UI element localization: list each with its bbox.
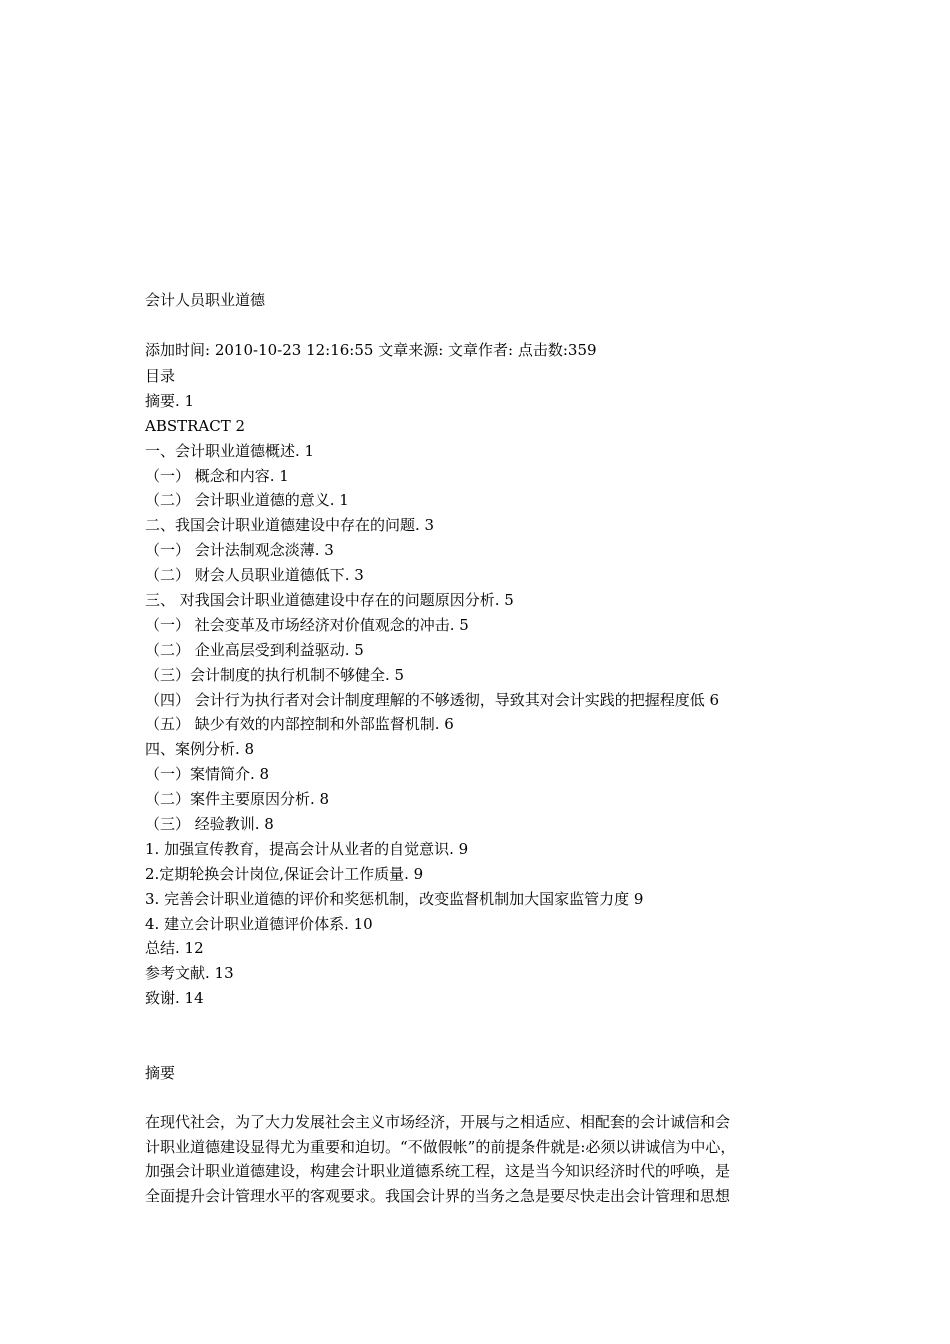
- toc-item: （一） 社会变革及市场经济对价值观念的冲击. 5: [145, 615, 469, 634]
- toc-item: 四、案例分析. 8: [145, 740, 255, 759]
- paragraph-line: 在现代社会，为了大力发展社会主义市场经济，开展与之相适应、相配套的会计诚信和会: [145, 1113, 731, 1131]
- toc-item: （二）案件主要原因分析. 8: [145, 790, 330, 809]
- toc-item: （一） 会计法制观念淡薄. 3: [145, 541, 334, 560]
- toc-item: 摘要. 1: [145, 391, 195, 410]
- paragraph-line: 加强会计职业道德建设，构建会计职业道德系统工程，这是当今知识经济时代的呼唤，是: [145, 1162, 731, 1181]
- toc-heading: 目录: [145, 367, 176, 385]
- document-title: 会计人员职业道德: [145, 291, 266, 309]
- toc-item: （一）案情简介. 8: [145, 765, 270, 784]
- toc-item: 参考文献. 13: [145, 964, 234, 983]
- toc-item: （一） 概念和内容. 1: [145, 466, 289, 485]
- toc-item: 3. 完善会计职业道德的评价和奖惩机制，改变监督机制加大国家监管力度 9: [145, 889, 644, 908]
- toc-item: （三） 经验教训. 8: [145, 815, 274, 834]
- paragraph-line: 计职业道德建设显得尤为重要和迫切。“不做假帐”的前提条件就是:必须以讲诚信为中心，: [145, 1137, 736, 1156]
- toc-item: （四） 会计行为执行者对会计制度理解的不够透彻，导致其对会计实践的把握程度低 6: [145, 690, 720, 709]
- toc-item: 总结. 12: [145, 939, 204, 958]
- toc-item: 三、 对我国会计职业道德建设中存在的问题原因分析. 5: [145, 591, 514, 610]
- toc-item: （二） 财会人员职业道德低下. 3: [145, 566, 364, 585]
- toc-item: （二） 企业高层受到利益驱动. 5: [145, 640, 364, 659]
- toc-item: （二） 会计职业道德的意义. 1: [145, 491, 349, 510]
- toc-item: 2.定期轮换会计岗位,保证会计工作质量. 9: [145, 864, 424, 883]
- table-of-contents: [145, 364, 719, 1011]
- toc-item: （三）会计制度的执行机制不够健全. 5: [145, 665, 405, 684]
- toc-item: 致谢. 14: [145, 989, 204, 1008]
- toc-item: 4. 建立会计职业道德评价体系. 10: [145, 914, 373, 933]
- toc-item: 二、我国会计职业道德建设中存在的问题. 3: [145, 516, 435, 535]
- paragraph-line: 全面提升会计管理水平的客观要求。我国会计界的当务之急是要尽快走出会计管理和思想: [145, 1187, 731, 1206]
- article-meta: 添加时间: 2010-10-23 12:16:55 文章来源: 文章作者: 点击数:359: [145, 341, 597, 359]
- abstract-paragraph: [145, 1110, 813, 1209]
- toc-item: 1. 加强宣传教育，提高会计从业者的自觉意识. 9: [145, 839, 469, 858]
- toc-item: 一、会计职业道德概述. 1: [145, 441, 315, 460]
- abstract-heading: 摘要: [145, 1064, 176, 1082]
- toc-item: （五） 缺少有效的内部控制和外部监督机制. 6: [145, 715, 454, 734]
- toc-item: ABSTRACT 2: [145, 416, 246, 435]
